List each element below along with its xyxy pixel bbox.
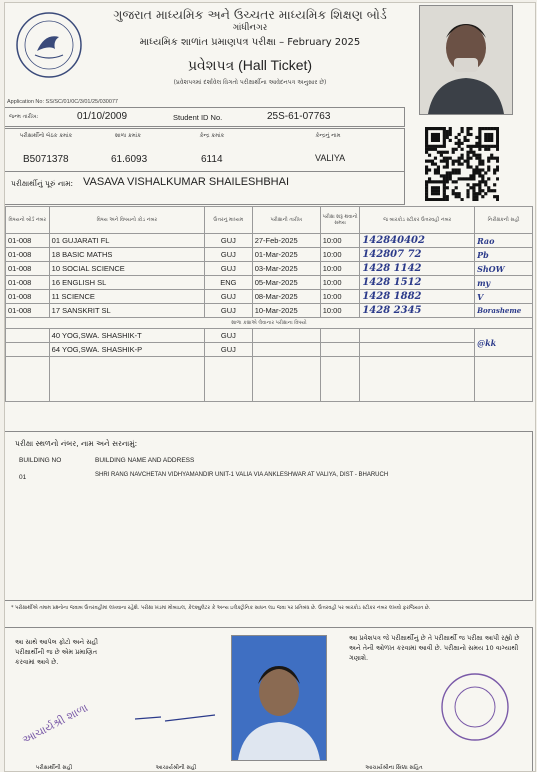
building-no-label: BUILDING NO — [19, 457, 62, 464]
attestation-right: આ પ્રવેશપત્ર જે પરીક્ષાર્થીનું છે તે પરીક્ષાર્થી જ પરીક્ષા આપી રહ્યો છે અને તેની ઓળખ કરવામાં આવી છે. પરીક્ષાનો સમય 10 વાગ્યાથી ગણાશે. — [349, 634, 520, 662]
subject: 64 YOG,SWA. SHASHIK-P — [49, 343, 204, 357]
exam-date: 10-Mar-2025 — [252, 304, 320, 318]
seat-no-value: B5071378 — [23, 154, 69, 165]
subject: 40 YOG,SWA. SHASHIK-T — [49, 329, 204, 343]
student-id-value: 25S-61-07763 — [267, 111, 331, 122]
col-header: વિષય અને વિષયનો કોડ નંબર — [49, 207, 204, 234]
table-row — [6, 234, 533, 248]
stamp-text: આચાર્યશ્રી શાળા — [20, 701, 91, 747]
answer-book-no: 1428 1512 — [360, 276, 475, 290]
medium: GUJ — [205, 234, 253, 248]
building-address: SHRI RANG NAVCHETAN VIDHYAMANDIR UNIT-1 VALIA VIA ANKLESHWAR AT VALIYA, DIST - BHARUCH — [95, 472, 389, 478]
school-no-label: શાળા ક્રમાંક — [115, 133, 141, 139]
building-no-value: 01 — [19, 474, 27, 481]
subject: 18 BASIC MATHS — [49, 248, 204, 262]
exam-date: 27-Feb-2025 — [252, 234, 320, 248]
officer-signature — [131, 707, 221, 727]
subject: 10 SOCIAL SCIENCE — [49, 262, 204, 276]
exam-time: 10:00 — [320, 262, 360, 276]
col-header: પરીક્ષા શરૂ થવાનો સમય — [320, 207, 360, 234]
table-row — [6, 343, 533, 357]
answer-book-no: 1428 1882 — [360, 290, 475, 304]
school-no-value: 61.6093 — [111, 154, 148, 165]
footer-label-right: આચાર્યશ્રીના સિક્કા સહિત — [365, 765, 423, 771]
supervisor-signature: my — [475, 276, 533, 290]
name-label: પરીક્ષાર્થીનું પૂરું નામ: — [11, 179, 74, 188]
centre-no-value: 6114 — [201, 154, 223, 165]
medium: GUJ — [205, 343, 253, 357]
board-city: ગાંધીનગર — [232, 23, 268, 33]
exam-date: 03-Mar-2025 — [252, 262, 320, 276]
board-code: 01-008 — [6, 234, 50, 248]
footer-label-mid: આચાર્યશ્રીની સહી — [155, 765, 197, 771]
answer-book-no: 1428 1142 — [360, 262, 475, 276]
application-number: Application No: SS/SC/01/0C/3/01/25/030077 — [7, 99, 118, 105]
subjects-table — [5, 206, 533, 402]
dob-value: 01/10/2009 — [77, 111, 128, 122]
subject: 16 ENGLISH SL — [49, 276, 204, 290]
subject: 11 SCIENCE — [49, 290, 204, 304]
hall-ticket-sheet — [4, 2, 536, 772]
answer-book-no: 142807 72 — [360, 248, 475, 262]
col-header: વિષયનો બોર્ડ નંબર — [6, 207, 50, 234]
medium: GUJ — [205, 329, 253, 343]
table-row — [6, 262, 533, 276]
exam-date: 01-Mar-2025 — [252, 248, 320, 262]
round-seal — [439, 671, 511, 743]
exam-time: 10:00 — [320, 304, 360, 318]
exam-time: 10:00 — [320, 248, 360, 262]
subject: 01 GUJARATI FL — [49, 234, 204, 248]
exam-date: 08-Mar-2025 — [252, 290, 320, 304]
board-code: 01-008 — [6, 304, 50, 318]
supervisor-signature: @kk — [475, 329, 533, 357]
board-code: 01-008 — [6, 262, 50, 276]
footer-label-left: પરીક્ષાર્થીની સહી — [35, 765, 73, 771]
medium: GUJ — [205, 248, 253, 262]
instructions: * પરીક્ષાર્થીએ તમામ પ્રશ્નોના જવાબ ઉત્તરવહીમાં લખવાના રહેશે. પરીક્ષા ખંડમાં મોબાઇલ, કેલ્ક્યુલેટર કે અન્ય ઇલેક્ટ્રોનિક સાધન લઇ જવા પર પ્રતિબંધ છે. ઉત્તરવહી પર બારકોડ સ્ટીકર નંબર લખવો ફરજિયાત છે. — [11, 605, 431, 611]
student-name: VASAVA VISHALKUMAR SHAILESHBHAI — [83, 176, 290, 188]
school-stamp — [15, 683, 105, 763]
dob-label: જન્મ તારીખ: — [9, 114, 39, 120]
medium: GUJ — [205, 290, 253, 304]
student-photo-top — [419, 5, 513, 115]
exam-place-label: પરીક્ષા સ્થળનો નંબર, નામ અને સરનામું: — [15, 439, 138, 448]
answer-book-no: 142840402 — [360, 234, 475, 248]
attestation-left: આ સાથે આપેલ ફોટો અને સહી પરીક્ષાર્થીની જ છે એમ પ્રમાણિત કરવામાં આવે છે. — [15, 638, 98, 666]
board-title: ગુજરાત માધ્યમિક અને ઉચ્ચતર માધ્યમિક શિક્ષણ બોર્ડ — [113, 7, 387, 22]
exam-place-box — [5, 431, 533, 601]
additional-subjects-heading: શાળા કક્ષાએ લેવાનાર પરીક્ષાના વિષયો — [6, 318, 533, 329]
student-id-label: Student ID No. — [173, 113, 223, 122]
supervisor-signature: Borasheme — [475, 304, 533, 318]
centre-name-value: VALIYA — [315, 153, 346, 163]
page-title: પ્રવેશપત્ર (Hall Ticket) — [187, 57, 313, 73]
supervisor-signature: V — [475, 290, 533, 304]
student-photo-bottom — [231, 635, 327, 761]
medium: GUJ — [205, 262, 253, 276]
col-header: નિરીક્ષકની સહી — [475, 207, 533, 234]
supervisor-signature: ShOW — [475, 262, 533, 276]
medium: ENG — [205, 276, 253, 290]
col-header: ઉત્તરનું માધ્યમ — [205, 207, 253, 234]
qr-code — [425, 127, 499, 201]
board-code: 01-008 — [6, 248, 50, 262]
supervisor-signature: Pb — [475, 248, 533, 262]
board-logo — [15, 11, 83, 79]
answer-book-no: 1428 2345 — [360, 304, 475, 318]
centre-name-label: કેન્દ્રનું નામ — [315, 133, 341, 139]
centre-no-label: કેન્દ્ર ક્રમાંક — [199, 133, 225, 139]
title-note: (પ્રવેશપત્રમાં દર્શાવેલ વિગતો પરીક્ષાર્થીના આવેદનપત્ર અનુસાર છે) — [173, 79, 327, 86]
table-row — [6, 329, 533, 343]
building-name-label: BUILDING NAME AND ADDRESS — [95, 457, 195, 464]
seat-no-label: પરીક્ષાર્થીનો બેઠક ક્રમાંક — [19, 133, 73, 139]
col-header: પરીક્ષાની તારીખ — [252, 207, 320, 234]
supervisor-signature: Rao — [475, 234, 533, 248]
exam-time: 10:00 — [320, 290, 360, 304]
table-row — [6, 304, 533, 318]
table-row — [6, 276, 533, 290]
board-code: 01-008 — [6, 276, 50, 290]
medium: GUJ — [205, 304, 253, 318]
table-row — [6, 248, 533, 262]
exam-date: 05-Mar-2025 — [252, 276, 320, 290]
exam-name: માધ્યમિક શાળાંત પ્રમાણપત્ર પરીક્ષા – February 2025 — [139, 37, 361, 48]
exam-time: 10:00 — [320, 234, 360, 248]
exam-time: 10:00 — [320, 276, 360, 290]
table-row — [6, 290, 533, 304]
col-header: જ બારકોડ સ્ટીકર ઉત્તરવહી નંબર — [360, 207, 475, 234]
board-code: 01-008 — [6, 290, 50, 304]
subject: 17 SANSKRIT SL — [49, 304, 204, 318]
